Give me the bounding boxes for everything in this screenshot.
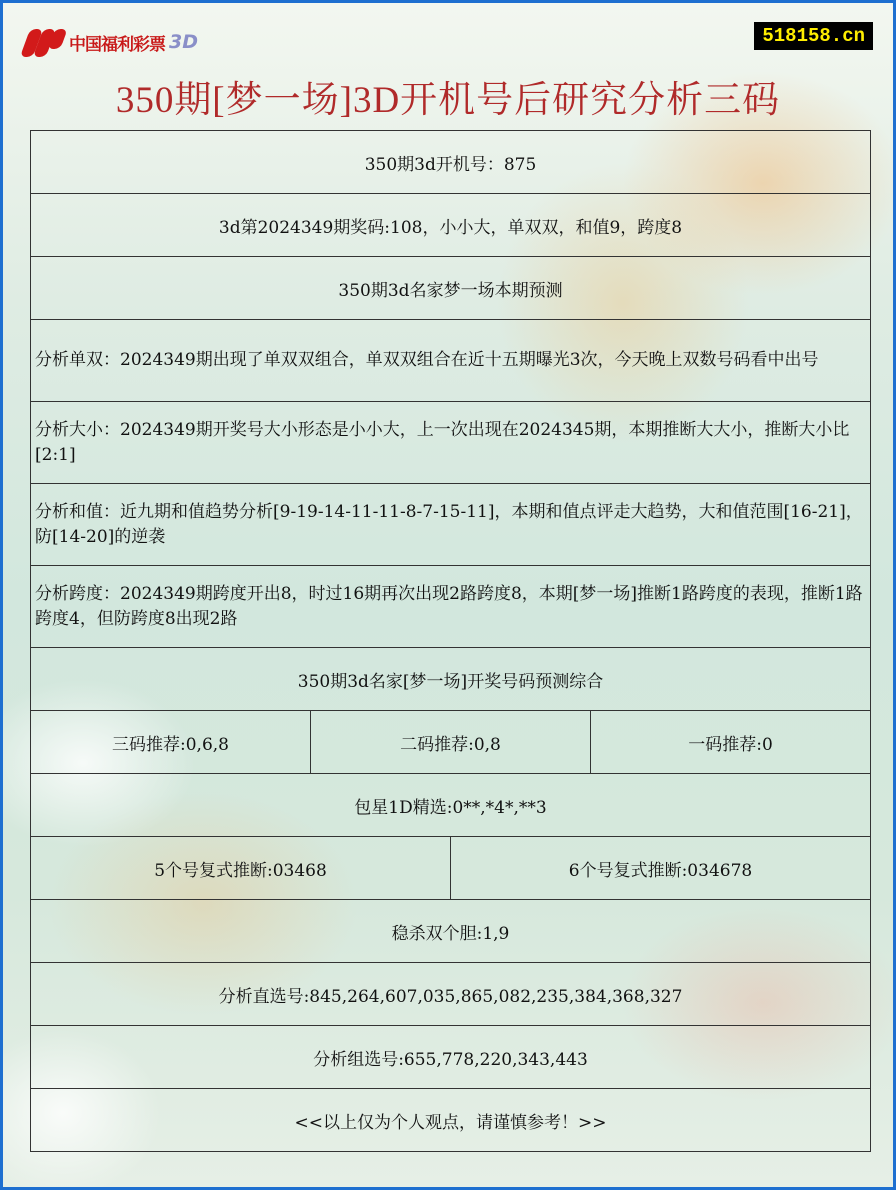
two-code: 二码推荐:0,8: [311, 711, 591, 774]
group-numbers: 分析组选号:655,778,220,343,443: [31, 1026, 871, 1089]
big-small-analysis: 分析大小：2024349期开奖号大小形态是小小大，上一次出现在2024345期，本期推断大大小，推断大小比[2:1]: [31, 402, 871, 484]
forecast-heading: 350期3d名家梦一场本期预测: [31, 257, 871, 320]
open-number: 350期3d开机号：875: [31, 131, 871, 194]
table-row: [31, 900, 871, 963]
kill-pair: 稳杀双个胆:1,9: [31, 900, 871, 963]
span-analysis: 分析跨度：2024349期跨度开出8，时过16期再次出现2路跨度8，本期[梦一场]推断1路跨度的表现，推断1路跨度4，但防跨度8出现2路: [31, 566, 871, 648]
table-row: [31, 648, 871, 711]
direct-numbers: 分析直选号:845,264,607,035,865,082,235,384,368,327: [31, 963, 871, 1026]
table-row: [31, 484, 871, 566]
table-row: [31, 711, 871, 774]
summary-heading: 350期3d名家[梦一场]开奖号码预测综合: [31, 648, 871, 711]
table-row: [31, 1089, 871, 1152]
table-row: [31, 837, 871, 900]
table-row: [31, 963, 871, 1026]
table-row: [31, 194, 871, 257]
table-row: [31, 320, 871, 402]
star-1d: 包星1D精选:0**,*4*,**3: [31, 774, 871, 837]
odd-even-analysis: 分析单双：2024349期出现了单双双组合，单双双组合在近十五期曝光3次，今天晚上双数号码看中出号: [31, 320, 871, 402]
prize-result: 3d第2024349期奖码:108，小小大，单双双，和值9，跨度8: [31, 194, 871, 257]
table-row: [31, 1026, 871, 1089]
site-badge[interactable]: 518158.cn: [754, 22, 873, 50]
three-code: 三码推荐:0,6,8: [31, 711, 311, 774]
six-combo: 6个号复式推断:034678: [451, 837, 871, 900]
one-code: 一码推荐:0: [591, 711, 871, 774]
logo-text: 中国福利彩票: [69, 34, 165, 55]
logo-3d: 3D: [169, 31, 198, 53]
table-row: [31, 131, 871, 194]
sum-analysis: 分析和值：近九期和值趋势分析[9-19-14-11-11-8-7-15-11]，本期和值点评走大趋势，大和值范围[16-21]，防[14-20]的逆袭: [31, 484, 871, 566]
analysis-table: [30, 130, 871, 1152]
table-row: [31, 257, 871, 320]
disclaimer: <<以上仅为个人观点，请谨慎参考！>>: [31, 1089, 871, 1152]
lottery-logo-icon: [21, 25, 65, 59]
table-row: [31, 774, 871, 837]
table-row: [31, 402, 871, 484]
five-combo: 5个号复式推断:03468: [31, 837, 451, 900]
page-title: 350期[梦一场]3D开机号后研究分析三码: [115, 80, 781, 121]
lottery-logo: [21, 25, 198, 59]
table-row: [31, 566, 871, 648]
